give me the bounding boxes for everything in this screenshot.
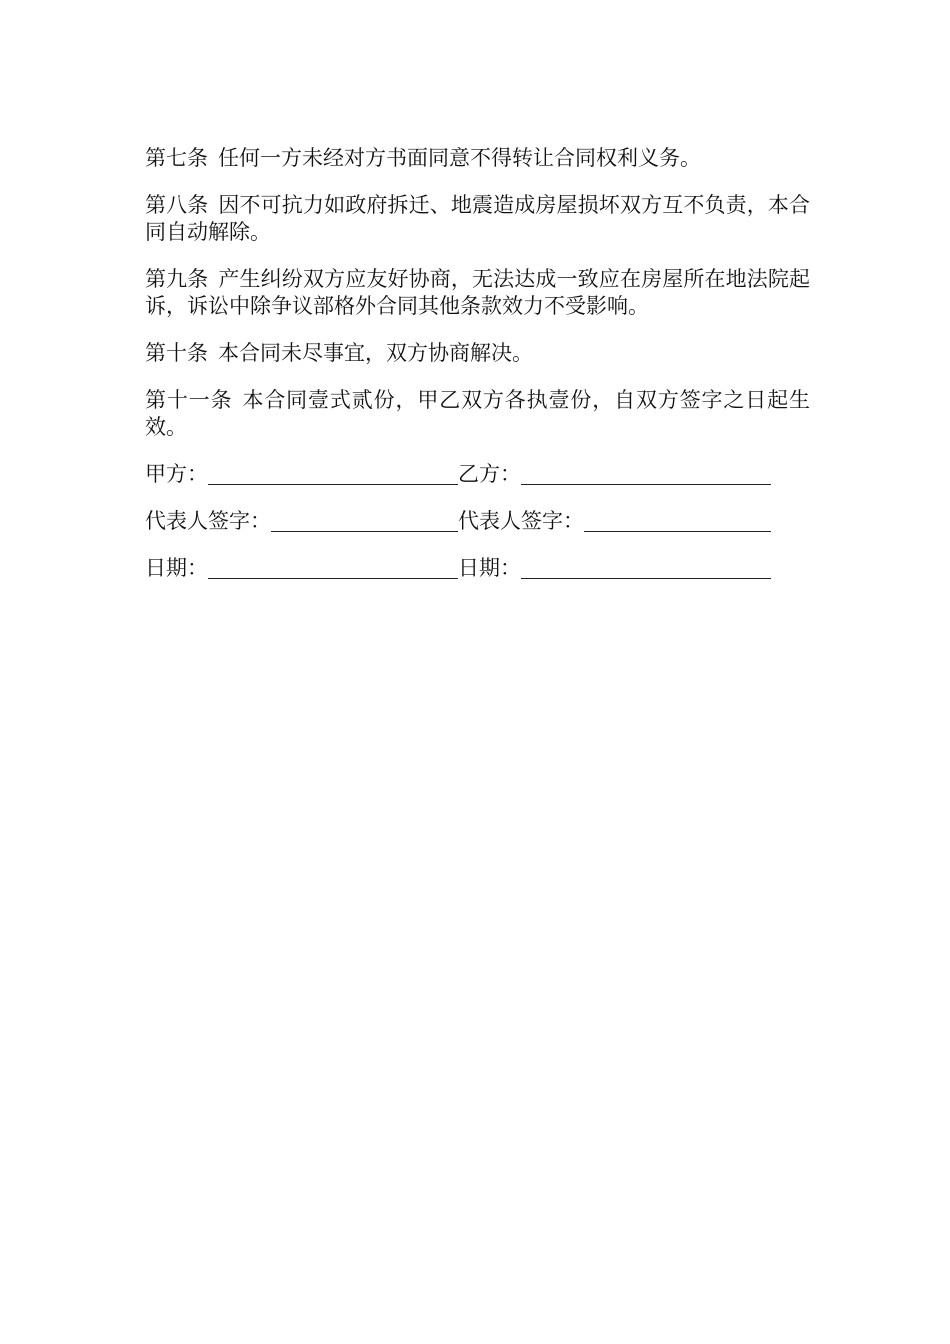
rep-a-blank[interactable] <box>271 509 458 532</box>
contract-page <box>145 145 810 602</box>
date-b-label: 日期： <box>458 556 521 580</box>
rep-a-label: 代表人签字： <box>145 509 271 533</box>
clause-9 <box>145 266 810 320</box>
clause-text: 任何一方未经对方书面同意不得转让合同权利义务。 <box>218 146 701 170</box>
rep-a-signature <box>145 508 458 535</box>
party-a-label: 甲方： <box>145 462 208 486</box>
party-a-signature <box>145 461 458 488</box>
clause-7 <box>145 145 810 172</box>
signature-row-date <box>145 555 810 582</box>
party-a-blank[interactable] <box>208 462 458 485</box>
clause-text: 因不可抗力如政府拆迁、地震造成房屋损坏双方互不负责，本合同自动解除。 <box>145 193 811 244</box>
clause-text: 本合同壹式贰份，甲乙双方各执壹份，自双方签字之日起生效。 <box>145 388 811 439</box>
date-a-blank[interactable] <box>208 556 458 579</box>
clause-text: 本合同未尽事宜，双方协商解决。 <box>218 341 533 365</box>
clause-label: 第七条 <box>145 146 208 170</box>
party-b-signature <box>458 461 771 488</box>
clause-11 <box>145 387 810 441</box>
signature-row-party <box>145 461 810 488</box>
clause-label: 第十一条 <box>145 388 233 412</box>
party-b-label: 乙方： <box>458 462 521 486</box>
rep-b-blank[interactable] <box>584 509 771 532</box>
clause-label: 第八条 <box>145 193 209 217</box>
signature-row-representative <box>145 508 810 535</box>
date-a-signature <box>145 555 458 582</box>
clause-label: 第十条 <box>145 341 208 365</box>
date-b-signature <box>458 555 771 582</box>
date-a-label: 日期： <box>145 556 208 580</box>
clause-label: 第九条 <box>145 267 209 291</box>
clause-text: 产生纠纷双方应友好协商，无法达成一致应在房屋所在地法院起诉，诉讼中除争议部格外合同其他条款效力不受影响。 <box>145 267 811 318</box>
clause-10 <box>145 340 810 367</box>
date-b-blank[interactable] <box>521 556 771 579</box>
rep-b-signature <box>458 508 771 535</box>
clause-8 <box>145 192 810 246</box>
party-b-blank[interactable] <box>521 462 771 485</box>
rep-b-label: 代表人签字： <box>458 509 584 533</box>
